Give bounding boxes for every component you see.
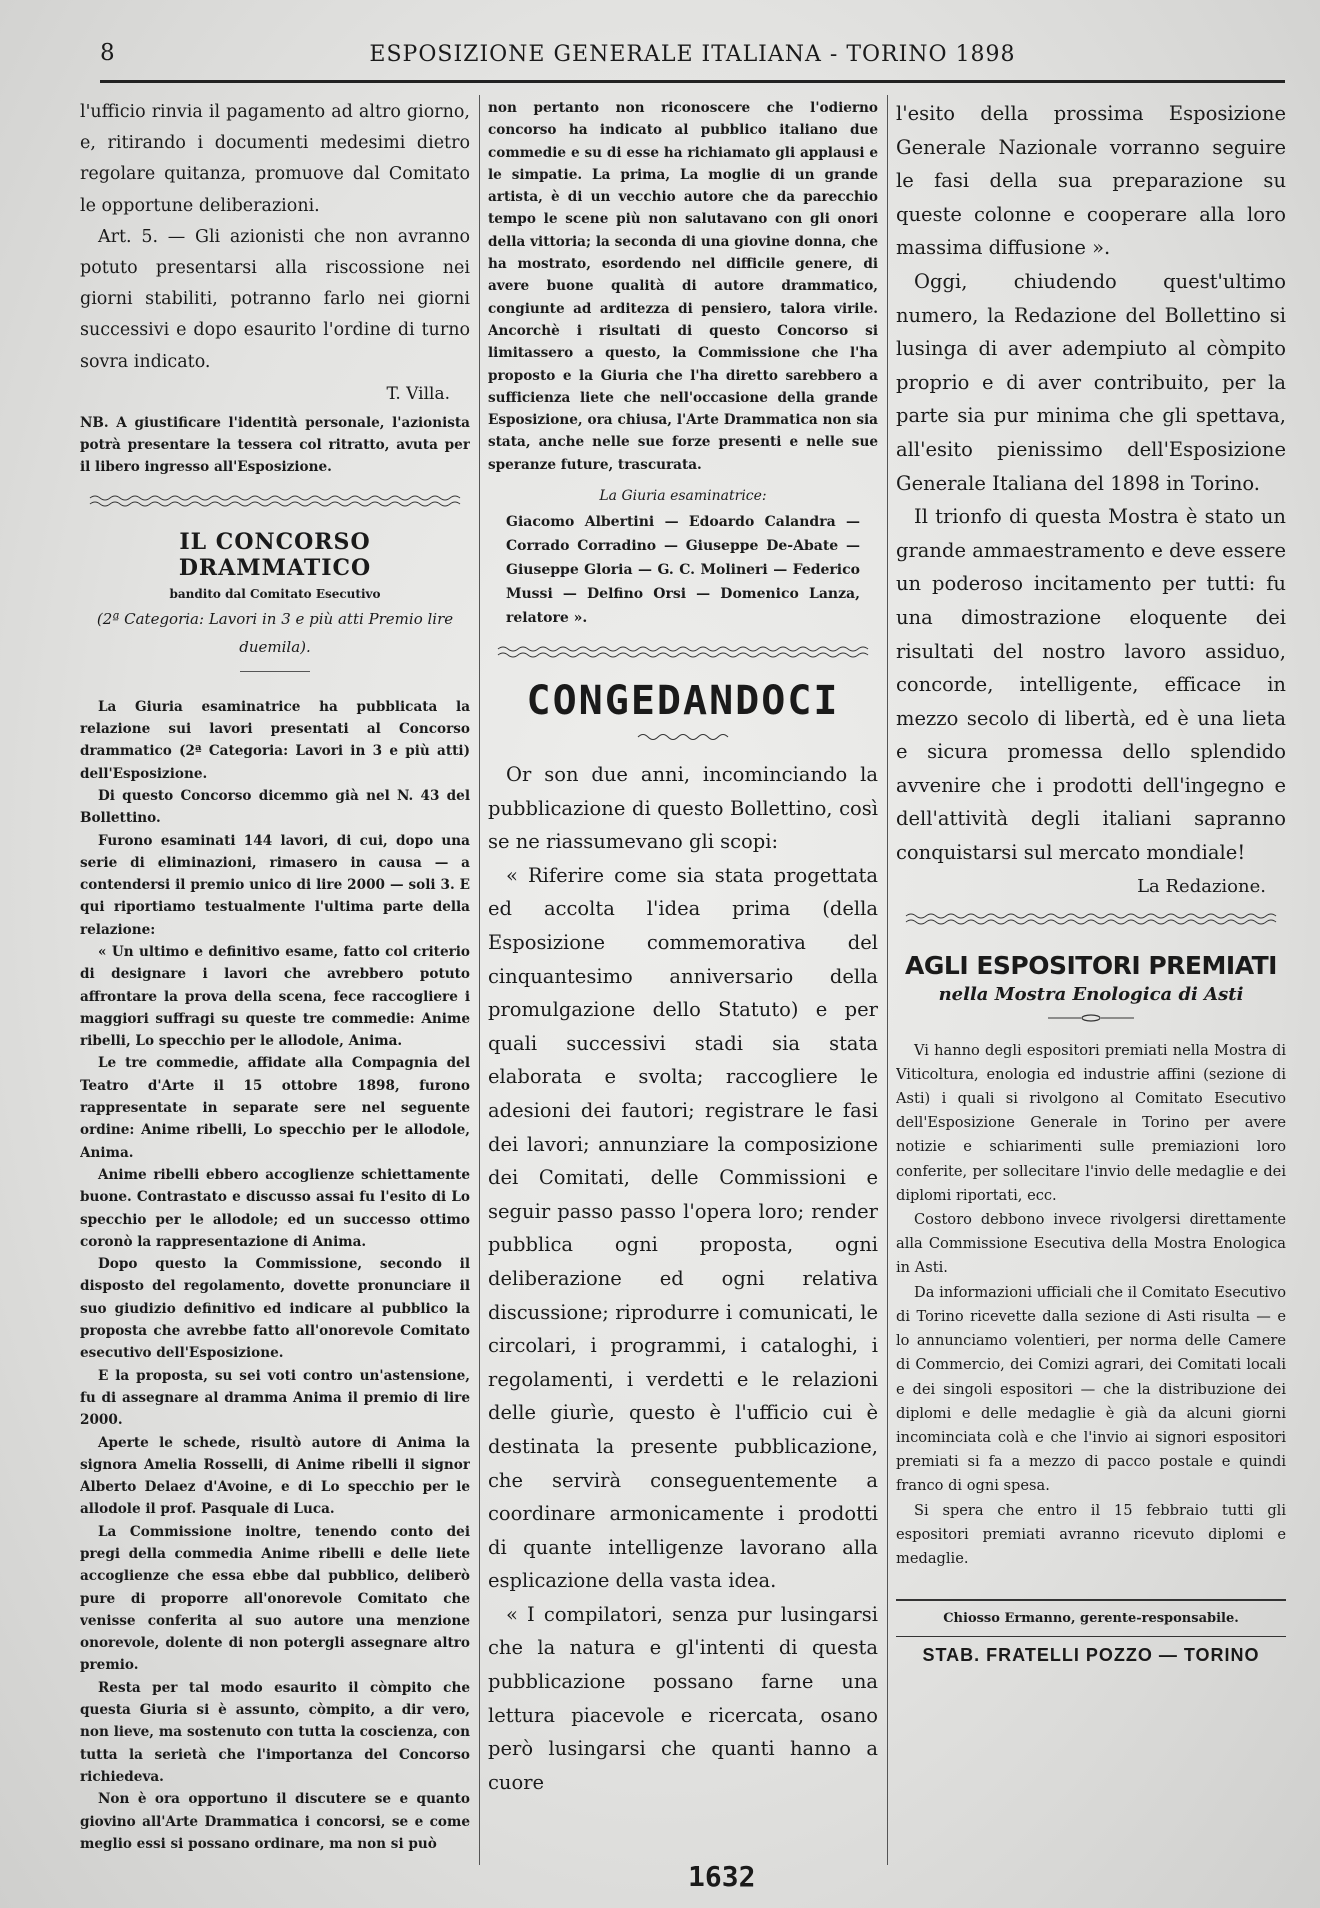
concorso-paragraph: Dopo questo la Commissione, secondo il disposto del regolamento, dovette pronunciare il suo giudizio definitivo ed indicare al pubblico la proposta che avrebbe fatto all'onorevole Comitato esecutivo dell'Esposizione. <box>80 1256 470 1362</box>
wavy-divider <box>896 911 1286 925</box>
concorso-paragraph: Resta per tal modo esaurito il còmpito che questa Giuria si è assunto, còmpito, a dir vero, non lieve, ma sostenuto con tutta la coscienza, con tutta la serietà che l'importanza del Concorso richiedeva. <box>80 1679 470 1785</box>
concorso-body <box>80 696 470 1855</box>
printer-imprint: STAB. FRATELLI POZZO — TORINO <box>896 1636 1286 1666</box>
gerente-responsabile: Chiosso Ermanno, gerente-responsabile. <box>896 1599 1286 1626</box>
agli-paragraph: Si spera che entro il 15 febbraio tutti gli espositori premiati avranno ricevuto diplomi e medaglie. <box>896 1501 1286 1567</box>
concorso-paragraph: E la proposta, su sei voti contro un'astensione, fu di assegnare al dramma Anima il premio di lire 2000. <box>80 1367 470 1429</box>
agli-paragraph: Da informazioni ufficiali che il Comitato Esecutivo di Torino ricevette dalla sezione di Asti risulta — e lo annunciamo volentieri, per norma delle Camere di Commercio, dei Comizi agrari, dei Comitati locali e dei singoli espositori — che la distribuzione dei diplomi e delle medaglie è già da alcuni giorni incominciata colà e che l'invio ai signori espositori premiati si fa a mezzo di pacco postale e quindi franco di ogni spesa. <box>896 1283 1286 1495</box>
congedo-paragraph: « I compilatori, senza pur lusingarsi che la natura e gl'intenti di questa pubblicazione possano farne una lettura piacevole e ricercata, osano però lusingarsi che quanti hanno a cuore <box>488 1602 878 1794</box>
concorso-paragraph: Aperte le schede, risultò autore di Anima la signora Amelia Rosselli, di Anime ribelli il signor Alberto Delaez d'Avoine, e di Lo specchio per le allodole il prof. Pasquale di Luca. <box>80 1434 470 1518</box>
column-1 <box>80 97 470 1887</box>
article-5: Art. 5. — Gli azionisti che non avranno potuto presentarsi alla riscossione nei giorni stabiliti, potranno farlo nei giorni successivi e dopo esaurito l'ordine di turno sovra indicato. <box>80 226 470 372</box>
agli-espositori-heading: AGLI ESPOSITORI PREMIATI <box>905 950 1277 980</box>
concorso-paragraph: La Giuria esaminatrice ha pubblicata la relazione sui lavori presentati al Concorso drammatico (2ª Categoria: Lavori in 3 e più atti) dell'Esposizione. <box>80 698 470 782</box>
running-title: ESPOSIZIONE GENERALE ITALIANA - TORINO 1898 <box>369 42 1016 67</box>
congedandoci-heading: CONGEDANDOCI <box>526 678 840 725</box>
congedo-paragraph: Il trionfo di questa Mostra è stato un grande ammaestramento e deve essere un poderoso incitamento per tutti: fu una dimostrazione eloquente dei risultati del nostro lavoro assiduo, concorde, intelligente, efficace in mezzo secolo di libertà, ed è una lieta e sicura promessa dello splendido avvenire che i prodotti dell'ingegno e dell'attività degli italiani sapranno conquistarsi sul mercato mondiale! <box>896 505 1286 865</box>
concorso-subheading: bandito dal Comitato Esecutivo <box>169 586 381 601</box>
column-rule-1 <box>479 95 480 1865</box>
short-rule <box>240 671 310 672</box>
column-rule-2 <box>887 95 888 1865</box>
agli-espositori-subheading: nella Mostra Enologica di Asti <box>938 983 1244 1005</box>
concorso-paragraph: Anime ribelli ebbero accoglienze schiettamente buone. Contrastato e discusso assai fu l'esito di Lo specchio per le allodole; ed un successo ottimo coronò la rappresentazione di Anima. <box>80 1166 470 1250</box>
wavy-ornament <box>488 730 878 746</box>
agli-paragraph: Costoro debbono invece rivolgersi direttamente alla Commissione Esecutiva della Mostra Enologica in Asti. <box>896 1211 1286 1277</box>
congedo-paragraph: « Riferire come sia stata progettata ed accolta l'idea prima (della Esposizione commemorativa del cinquantesimo anniversario della promulgazione dello Statuto) e per quali successivi stadi sia stata elaborata e svolta; raccogliere le adesioni dei fautori; registrare le fasi dei lavori; annunziare la composizione dei Comitati, delle Commissioni e seguir passo passo l'opera loro; render pubblica ogni proposta, ogni deliberazione ed ogni relativa discussione; riprodurre i comunicati, le circolari, i programmi, i cataloghi, i regolamenti, i verdetti e le relazioni delle giurìe, questo è l'ufficio cui è destinata la presente pubblicazione, che servirà conseguentemente a coordinare armonicamente i prodotti di quante intelligenze lavorano alla esplicazione della vasta idea. <box>488 863 878 1593</box>
signature-villa: T. Villa. <box>386 383 450 404</box>
column-3 <box>896 97 1286 1887</box>
giuria-names: Giacomo Albertini — Edoardo Calandra — Corrado Corradino — Giuseppe De-Abate — Giuseppe Gloria — G. C. Molineri — Federico Mussi — Delfino Orsi — Domenico Lanza, relatore ». <box>506 514 860 627</box>
wavy-divider <box>488 644 878 658</box>
concorso-paragraph: La Commissione inoltre, tenendo conto dei pregi della commedia Anime ribelli e delle liete accoglienze che essa ebbe dal pubblico, deliberò pure di proporre all'onorevole Comitato che venisse conferita al suo autore una menzione onorevole, dolente di non potergli assegnare altro premio. <box>80 1523 470 1674</box>
intro-paragraph: l'ufficio rinvia il pagamento ad altro giorno, e, ritirando i documenti medesimi dietro regolare quitanza, promuove dal Comitato le opportune deliberazioni. <box>80 102 470 216</box>
folio-number: 1632 <box>688 1860 756 1893</box>
column-2 <box>488 97 878 1907</box>
wavy-divider <box>80 493 470 507</box>
concorso-paragraph: « Un ultimo e definitivo esame, fatto col criterio di designare i lavori che avrebbero potuto affrontare la prova della scena, fece raccogliere i maggiori suffragi su queste tre commedie: Anime ribelli, Lo specchio per le allodole, Anima. <box>80 943 470 1050</box>
concorso-paragraph: Le tre commedie, affidate alla Compagnia del Teatro d'Arte il 15 ottobre 1898, furono rappresentate in separate sere nel seguente ordine: Anime ribelli, Lo specchio per le allodole, Anima. <box>80 1055 470 1161</box>
concorso-paragraph: Di questo Concorso dicemmo già nel N. 43 del Bollettino. <box>80 787 470 827</box>
signature-redazione: La Redazione. <box>1137 875 1266 897</box>
concorso-paragraph: Furono esaminati 144 lavori, di cui, dopo una serie di eliminazioni, rimasero in causa — a contendersi il premio unico di lire 2000 — soli 3. E qui riportiamo testualmente l'ultima parte della relazione: <box>80 832 470 938</box>
congedo-continuation: l'esito della prossima Esposizione Generale Nazionale vorranno seguire le fasi della sua preparazione su queste colonne e cooperare alla loro massima diffusione ». <box>896 102 1286 260</box>
concorso-paragraph: Non è ora opportuno il discutere se e quanto giovino all'Arte Drammatica i concorsi, se e come meglio essi si possano ordinare, ma non si può <box>80 1791 470 1852</box>
flourish-ornament <box>896 1011 1286 1027</box>
concorso-heading: IL CONCORSO DRAMMATICO <box>178 528 372 581</box>
page-number: 8 <box>100 40 115 66</box>
agli-paragraph: Vi hanno degli espositori premiati nella Mostra di Viticoltura, enologia ed industrie affini (sezione di Asti) i quali si rivolgono al Comitato Esecutivo dell'Esposizione Generale in Torino per avere notizie e schiarimenti sulle premiazioni loro conferite, per sollecitare l'invio delle medaglie e dei diplomi riportati, ecc. <box>896 1041 1286 1204</box>
congedo-paragraph: Or son due anni, incominciando la pubblicazione di questo Bollettino, così se ne riassumevano gli scopi: <box>488 763 878 854</box>
nota-bene: NB. A giustificare l'identità personale, l'azionista potrà presentare la tessera col ritratto, avuta per il libero ingresso all'Esposizione. <box>80 414 470 476</box>
congedo-paragraph: Oggi, chiudendo quest'ultimo numero, la Redazione del Bollettino si lusinga di aver adempiuto al còmpito proprio e di aver contribuito, per la parte sia pur minima che gli spettava, all'esito pienissimo dell'Esposizione Generale Italiana del 1898 in Torino. <box>896 269 1286 495</box>
page-header <box>100 40 1285 83</box>
concorso-category: (2ª Categoria: Lavori in 3 e più atti Premio lire duemila). <box>96 609 454 656</box>
concorso-continuation: non pertanto non riconoscere che l'odierno concorso ha indicato al pubblico italiano due commedie e su di esse ha richiamato gli applausi e le simpatie. La prima, La moglie di un grande artista, è di un vecchio autore che da parecchio tempo le scene più non salutavano con gli onori della vittoria; la seconda di una giovine donna, che ha mostrato, esordendo nel difficile genere, di avere buone qualità di autore drammatico, congiunte ad arditezza di pensiero, talora virile. Ancorchè i risultati di questo Concorso si limitassero a questo, la Commissione che l'ha proposto e la Giuria che l'ha diretto sarebbero a sufficienza liete che nell'occasione della grande Esposizione, ora chiusa, l'Arte Drammatica non sia stata, anche nelle sue forze presenti e nelle sue speranze future, trascurata. <box>488 100 878 473</box>
giuria-title: La Giuria esaminatrice: <box>599 488 767 505</box>
